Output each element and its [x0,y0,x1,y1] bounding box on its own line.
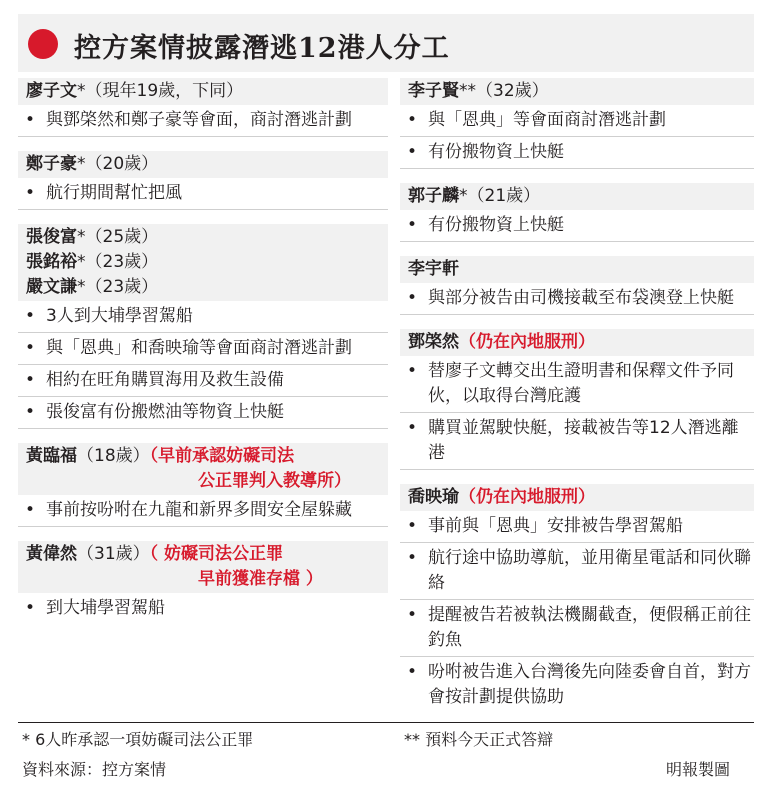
graphic-credit: 明報製圖 [666,760,731,779]
person-name: 黃臨福 [26,446,77,466]
red-circle-icon [28,29,58,59]
list-item: • 張俊富有份搬燃油等物資上快艇 [18,397,388,429]
legal-status-note-cont: 公正罪判入教導所） [198,471,351,491]
person-header [18,443,388,495]
person-name: 李宇軒 [408,259,459,279]
source-credit: 資料來源：控方案情 [22,760,167,779]
list-item: • 航行期間幫忙把風 [18,178,388,210]
bullet-icon: • [25,110,36,130]
footnote-single-asterisk: * 6人昨承認一項妨礙司法公正罪 [22,730,254,749]
person-name: 張銘裕 [26,252,77,272]
bullet-icon: • [407,215,418,235]
person-header [18,78,388,105]
person-name: 李子賢 [408,81,459,101]
bullet-icon: • [407,516,418,536]
bullet-icon: • [407,418,418,438]
person-age: *（21歲） [459,186,541,206]
person-block-kiu [400,484,754,713]
person-name: 張俊富 [26,227,77,247]
list-item: • 航行途中協助導航，並用衛星電話和同伙聯絡 [400,543,754,600]
person-header [400,329,754,356]
person-block-wong-lam-fuk [18,443,388,527]
legal-status-note: （仍在內地服刑） [459,332,595,352]
person-name: 喬映瑜 [408,487,459,507]
person-age: *（23歲） [77,277,159,297]
person-block-cheng [18,151,388,210]
person-block-li-yu-hin [400,256,754,315]
title-bar [18,14,754,72]
list-item: • 與「恩典」等會面商討潛逃計劃 [400,105,754,137]
person-age: *（20歲） [77,154,159,174]
person-age: *（現年19歲，下同） [77,81,244,101]
person-header [400,183,754,210]
list-item: • 事前與「恩典」安排被告學習駕船 [400,511,754,543]
person-header [18,224,388,301]
person-header [400,256,754,283]
list-item: • 與鄧棨然和鄭子豪等會面，商討潛逃計劃 [18,105,388,137]
list-item: • 3人到大埔學習駕船 [18,301,388,333]
bullet-icon: • [407,110,418,130]
person-block-tang [400,329,754,470]
person-name: 郭子麟 [408,186,459,206]
person-header [400,484,754,511]
left-column [18,78,388,638]
person-block-group3 [18,224,388,429]
bullet-icon: • [407,361,418,381]
person-block-li-tsz-yin [400,78,754,169]
list-item: • 吩咐被告進入台灣後先向陸委會自首，對方會按計劃提供協助 [407,662,751,707]
footnote-double-asterisk: ** 預料今天正式答辯 [404,730,554,749]
person-age: （31歲） [77,544,150,564]
bullet-icon: • [25,598,36,618]
bullet-icon: • [25,500,36,520]
bullet-icon: • [25,338,36,358]
bullet-icon: • [407,548,418,568]
legal-status-note: （早前承認妨礙司法 [149,446,295,466]
footer-divider [18,722,754,723]
legal-status-note-cont: 早前獲准存檔 ） [198,569,323,589]
list-item: • 事前按吩咐在九龍和新界多間安全屋躲藏 [18,495,388,527]
bullet-icon: • [25,402,36,422]
person-name: 黃偉然 [26,544,77,564]
bullet-icon: • [407,142,418,162]
page-title: 控方案情披露潛逃12港人分工 [74,33,450,64]
person-header [18,541,388,593]
person-name: 鄭子豪 [26,154,77,174]
list-item: • 提醒被告若被執法機關截查，便假稱正前往釣魚 [400,600,754,657]
person-age: （18歲） [77,446,150,466]
bullet-icon: • [407,662,418,682]
person-name: 廖子文 [26,81,77,101]
person-block-liao [18,78,388,137]
person-name: 嚴文謙 [26,277,77,297]
list-item: • 相約在旺角購買海用及救生設備 [18,365,388,397]
bullet-icon: • [25,183,36,203]
list-item: • 到大埔學習駕船 [18,593,388,624]
person-age: *（23歲） [77,252,159,272]
bullet-icon: • [407,288,418,308]
bullet-icon: • [25,370,36,390]
bullet-icon: • [25,306,36,326]
person-header [18,151,388,178]
person-age: **（32歲） [459,81,549,101]
list-item: • 與「恩典」和喬映瑜等會面商討潛逃計劃 [18,333,388,365]
list-item: • 與部分被告由司機接載至布袋澳登上快艇 [400,283,754,315]
person-name: 鄧棨然 [408,332,459,352]
right-column [400,78,754,727]
list-item: • 有份搬物資上快艇 [400,210,754,242]
person-header [400,78,754,105]
legal-status-note: （ 妨礙司法公正罪 [149,544,284,564]
list-item: • 替廖子文轉交出生證明書和保釋文件予同伙，以取得台灣庇護 [400,356,754,413]
list-item: • 有份搬物資上快艇 [400,137,754,169]
person-age: *（25歲） [77,227,159,247]
person-block-kwok [400,183,754,242]
bullet-icon: • [407,605,418,625]
list-item: • 購買並駕駛快艇，接載被告等12人潛逃離港 [400,413,754,470]
legal-status-note: （仍在內地服刑） [459,487,595,507]
person-block-wong-wai-yin [18,541,388,624]
